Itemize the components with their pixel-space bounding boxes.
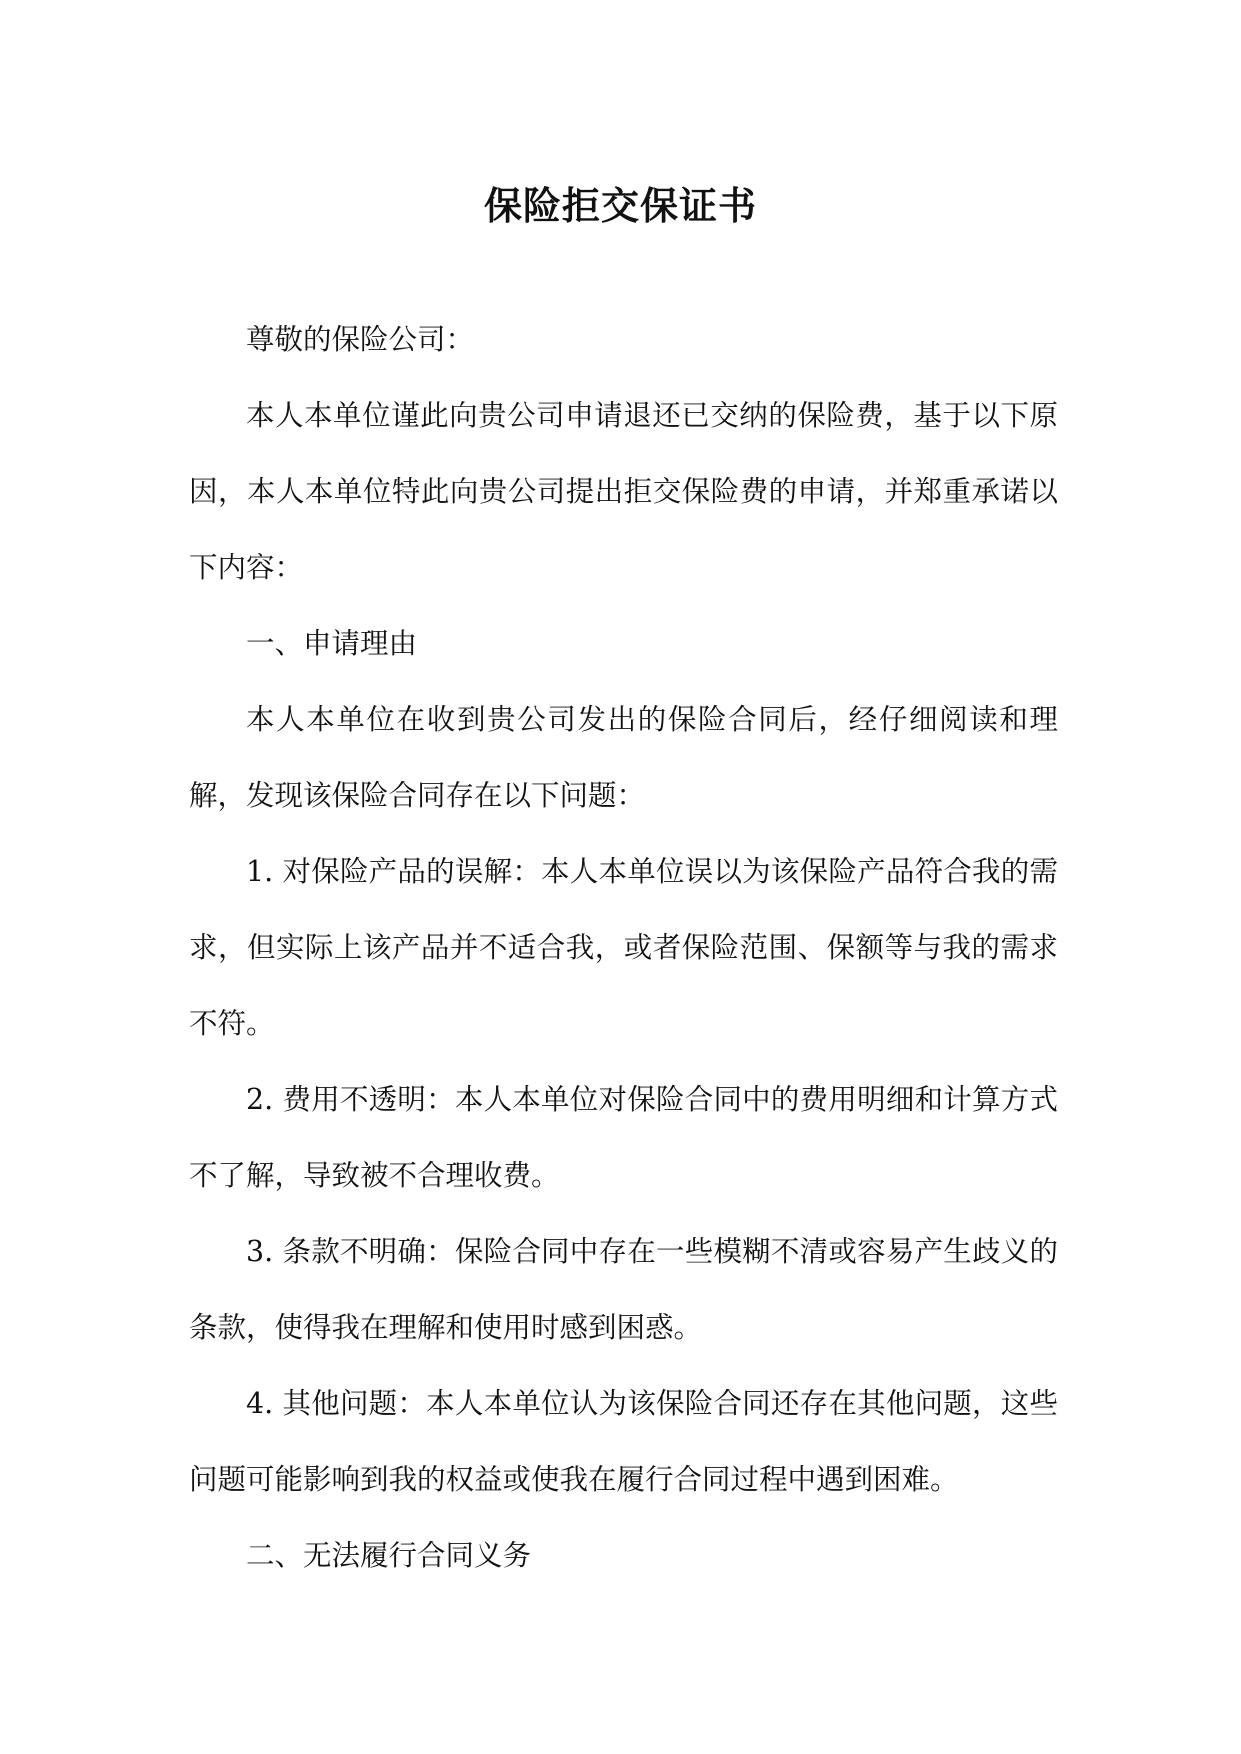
document-title: 保险拒交保证书 xyxy=(483,183,757,228)
reason-intro-paragraph: 本人本单位在收到贵公司发出的保险合同后，经仔细阅读和理解，发现该保险合同存在以下问题： xyxy=(189,703,1058,812)
reason-item-2: 2. 费用不透明：本人本单位对保险合同中的费用明细和计算方式不了解，导致被不合理收费。 xyxy=(189,1083,1058,1192)
reason-item-1: 1. 对保险产品的误解：本人本单位误以为该保险产品符合我的需求，但实际上该产品并不适合我，或者保险范围、保额等与我的需求不符。 xyxy=(189,855,1058,1040)
intro-paragraph: 本人本单位谨此向贵公司申请退还已交纳的保险费，基于以下原因，本人本单位特此向贵公司提出拒交保险费的申请，并郑重承诺以下内容： xyxy=(189,399,1058,584)
document-body xyxy=(189,302,1058,1594)
section-heading-1: 一、申请理由 xyxy=(246,627,418,660)
section-heading-2: 二、无法履行合同义务 xyxy=(246,1539,532,1572)
salutation: 尊敬的保险公司： xyxy=(246,323,475,356)
reason-item-4: 4. 其他问题：本人本单位认为该保险合同还存在其他问题，这些问题可能影响到我的权益或使我在履行合同过程中遇到困难。 xyxy=(189,1387,1058,1496)
reason-item-3: 3. 条款不明确：保险合同中存在一些模糊不清或容易产生歧义的条款，使得我在理解和使用时感到困惑。 xyxy=(189,1235,1058,1344)
